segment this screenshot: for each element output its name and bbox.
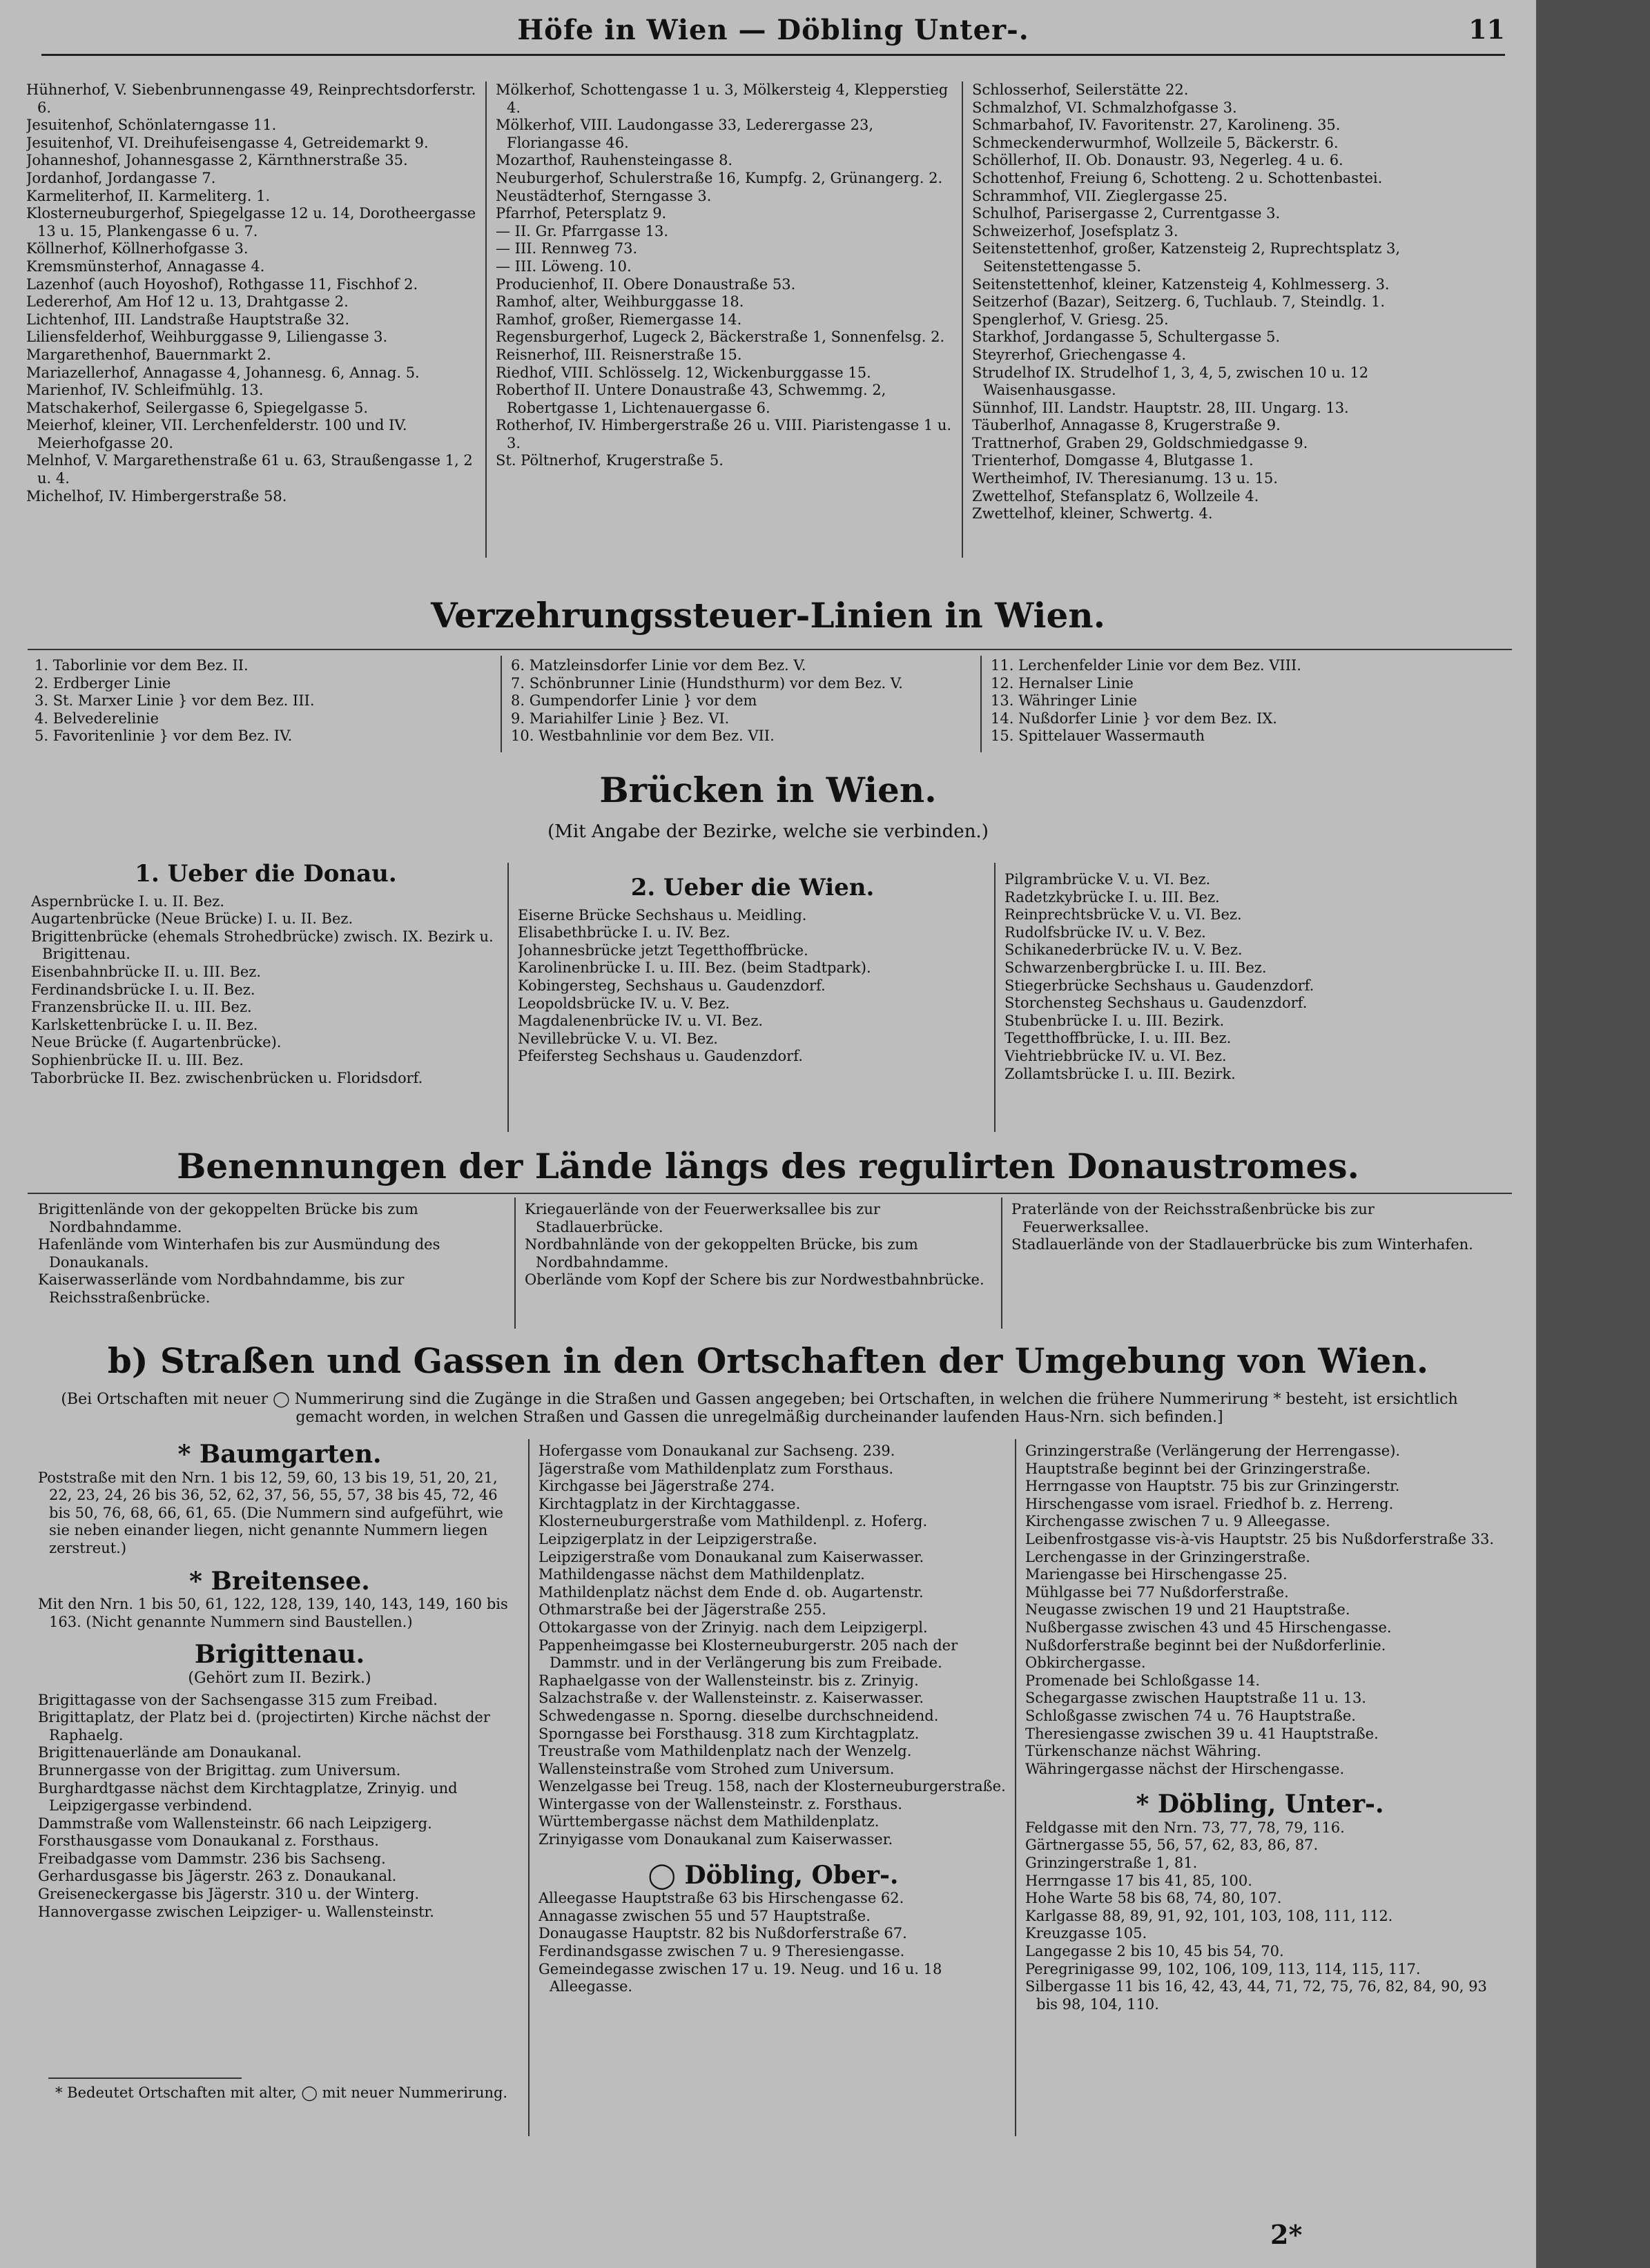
list-item: Langegasse 2 bis 10, 45 bis 54, 70. xyxy=(1025,1943,1284,1960)
list-item: Hafenlände vom Winterhafen bis zur Ausmündung des Donaukanals. xyxy=(38,1236,440,1271)
list-item: Spenglerhof, V. Griesg. 25. xyxy=(972,311,1169,328)
list-item: Schikanederbrücke IV. u. V. Bez. xyxy=(1004,941,1243,959)
list-item: Elisabethbrücke I. u. IV. Bez. xyxy=(518,924,730,941)
list-item: Mühlgasse bei 77 Nußdorferstraße. xyxy=(1025,1583,1289,1601)
bruecken-column-2 xyxy=(518,877,987,1139)
strassen-note: (Bei Ortschaften mit neuer ◯ Nummerirung sind die Zugänge in die Straßen und Gassen angegeben; bei Ortschaften, in welchen die frühere Nummerirung * besteht, ist ersichtlich gemacht worden, in welchen Straßen und Gassen die unregelmäßig durcheinander laufenden Haus-Nrn. sich befinden.] xyxy=(61,1391,1458,1426)
laende-column-2 xyxy=(525,1201,994,1332)
list-item: Mozarthof, Rauhensteingasse 8. xyxy=(496,152,733,169)
column-divider xyxy=(1015,1439,1016,2136)
list-item: 1. Taborlinie vor dem Bez. II. xyxy=(35,657,249,674)
list-item: Hannovergasse zwischen Leipziger- u. Wallensteinstr. xyxy=(38,1903,434,1920)
list-item: 6. Matzleinsdorfer Linie vor dem Bez. V. xyxy=(511,657,806,674)
list-item: Schmarbahof, IV. Favoritenstr. 27, Karolineng. 35. xyxy=(972,117,1341,134)
brigittenau-heading: Brigittenau. xyxy=(194,1640,365,1670)
page-header xyxy=(41,10,1505,56)
list-item: Kirchgasse bei Jägerstraße 274. xyxy=(538,1478,775,1495)
list-item: Ottokargasse von der Zrinyig. nach dem Leipzigerpl. xyxy=(538,1619,928,1636)
list-item: Riedhof, VIII. Schlösselg. 12, Wickenburggasse 15. xyxy=(496,364,871,381)
breitensee-heading: * Breitensee. xyxy=(189,1566,370,1596)
list-item: Leipzigerstraße vom Donaukanal zum Kaiserwasser. xyxy=(538,1548,924,1565)
entry-list xyxy=(991,657,1474,745)
entry-list xyxy=(38,1596,521,1631)
section-rule xyxy=(28,649,1512,650)
list-item: Karlgasse 88, 89, 91, 92, 101, 103, 108, 111, 112. xyxy=(1025,1907,1393,1924)
list-item: Silbergasse 11 bis 16, 42, 43, 44, 71, 72, 75, 76, 82, 84, 90, 93 bis 98, 104, 110. xyxy=(1025,1978,1487,2013)
list-item: Mölkerhof, VIII. Laudongasse 33, Lederergasse 23, Floriangasse 46. xyxy=(496,117,874,151)
page-title: Höfe in Wien — Döbling Unter-. xyxy=(517,14,1029,46)
entry-list xyxy=(31,893,501,1088)
list-item: Rudolfsbrücke IV. u. V. Bez. xyxy=(1004,923,1206,941)
list-item: Marienhof, IV. Schleifmühlg. 13. xyxy=(26,382,264,399)
list-item: Schottenhof, Freiung 6, Schotteng. 2 u. Schottenbastei. xyxy=(972,169,1383,186)
list-item: Stadlauerlände von der Stadlauerbrücke bis zum Winterhafen. xyxy=(1011,1236,1473,1253)
list-item: Nußdorferstraße beginnt bei der Nußdorferlinie. xyxy=(1025,1636,1386,1654)
entry-list xyxy=(35,657,490,745)
section-rule xyxy=(28,1193,1512,1194)
list-item: Stiegerbrücke Sechshaus u. Gaudenzdorf. xyxy=(1004,977,1314,994)
laende-column-1 xyxy=(38,1201,507,1332)
signature-mark: 2* xyxy=(1270,2219,1303,2250)
list-item: Alleegasse Hauptstraße 63 bis Hirschengasse 62. xyxy=(538,1890,904,1907)
list-item: Jesuitenhof, VI. Dreihufeisengasse 4, Getreidemarkt 9. xyxy=(26,134,429,151)
list-item: Brigittagasse von der Sachsengasse 315 zum Freibad. xyxy=(38,1691,438,1708)
list-item: Trattnerhof, Graben 29, Goldschmiedgasse 9. xyxy=(972,434,1308,451)
list-item: Mariazellerhof, Annagasse 4, Johannesg. 6, Annag. 5. xyxy=(26,364,420,381)
list-item: Kremsmünsterhof, Annagasse 4. xyxy=(26,257,265,275)
entry-list xyxy=(972,81,1455,523)
list-item: Kriegauerlände von der Feuerwerksallee bis zur Stadlauerbrücke. xyxy=(525,1201,880,1235)
list-item: Sophienbrücke II. u. III. Bez. xyxy=(31,1051,244,1068)
list-item: Kaiserwasserlände vom Nordbahndamme, bis zur Reichsstraßenbrücke. xyxy=(38,1271,405,1306)
list-item: Stubenbrücke I. u. III. Bezirk. xyxy=(1004,1012,1225,1029)
list-item: Hühnerhof, V. Siebenbrunnengasse 49, Reinprechtsdorferstr. 6. xyxy=(26,81,476,116)
page-edge-shadow xyxy=(1536,0,1650,2268)
list-item: Schwedengasse n. Sporng. dieselbe durchschneidend. xyxy=(538,1707,939,1724)
bruecken-column-3 xyxy=(1004,871,1488,1140)
entry-list xyxy=(511,657,980,745)
bruecken-subtitle: (Mit Angabe der Bezirke, welche sie verbinden.) xyxy=(547,821,989,842)
entry-list xyxy=(1025,1819,1495,2014)
list-item: Poststraße mit den Nrn. 1 bis 12, 59, 60, 13 bis 19, 51, 20, 21, 22, 23, 24, 26 bis 36, 52, 62, 37, 56, 55, 57, 38 bis 45, 72, 46 bis 50, 76, 68, 66, 61, 65. (Die Nummern sind aufgeführt, wie sie neben einander liegen, nicht genannte Nummern liegen zerstreut.) xyxy=(38,1469,503,1556)
list-item: Greiseneckergasse bis Jägerstr. 310 u. der Winterg. xyxy=(38,1886,420,1903)
list-item: Nordbahnlände von der gekoppelten Brücke, bis zum Nordbahndamme. xyxy=(525,1236,918,1271)
list-item: Lichtenhof, III. Landstraße Hauptstraße 32. xyxy=(26,311,349,328)
list-item: Klosterneuburgerhof, Spiegelgasse 12 u. 14, Dorotheergasse 13 u. 15, Plankengasse 6 u. 7. xyxy=(26,205,476,239)
column-divider xyxy=(1001,1197,1002,1329)
brigittenau-subheading: (Gehört zum II. Bezirk.) xyxy=(188,1669,371,1687)
list-item: Margarethenhof, Bauernmarkt 2. xyxy=(26,346,271,363)
list-item: Schegargasse zwischen Hauptstraße 11 u. 13. xyxy=(1025,1690,1366,1707)
doebling-ober-heading: ◯ Döbling, Ober-. xyxy=(648,1860,899,1890)
list-item: Pfeifersteg Sechshaus u. Gaudenzdorf. xyxy=(518,1048,803,1065)
entry-list xyxy=(1011,1201,1488,1254)
list-item: Reinprechtsbrücke V. u. VI. Bez. xyxy=(1004,906,1242,923)
list-item: Mathildengasse nächst dem Mathildenplatz. xyxy=(538,1566,865,1583)
list-item: Ledererhof, Am Hof 12 u. 13, Drahtgasse 2. xyxy=(26,293,349,311)
list-item: Reisnerhof, III. Reisnerstraße 15. xyxy=(496,346,742,363)
list-item: Michelhof, IV. Himbergerstraße 58. xyxy=(26,487,287,505)
list-item: Neue Brücke (f. Augartenbrücke). xyxy=(31,1034,282,1051)
column-divider xyxy=(514,1197,516,1329)
list-item: 3. St. Marxer Linie } vor dem Bez. III. xyxy=(35,692,315,710)
list-item: Sporngasse bei Forsthausg. 318 zum Kirchtagplatz. xyxy=(538,1725,920,1742)
bruecken-donau-heading: 1. Ueber die Donau. xyxy=(135,863,397,888)
list-item: Schmeckenderwurmhof, Wollzeile 5, Bäckerstr. 6. xyxy=(972,134,1339,151)
list-item: 11. Lerchenfelder Linie vor dem Bez. VIII. xyxy=(991,657,1301,674)
bruecken-wien-heading: 2. Ueber die Wien. xyxy=(630,877,875,901)
strassen-column-2 xyxy=(538,1443,1008,2133)
list-item: Trienterhof, Domgasse 4, Blutgasse 1. xyxy=(972,452,1254,469)
list-item: Württembergasse nächst dem Mathildenplatz. xyxy=(538,1813,880,1830)
laende-column-3 xyxy=(1011,1201,1488,1332)
entry-list xyxy=(38,1692,521,1922)
list-item: 14. Nußdorfer Linie } vor dem Bez. IX. xyxy=(991,710,1277,727)
list-item: Leopoldsbrücke IV. u. V. Bez. xyxy=(518,995,730,1012)
list-item: Leipzigerplatz in der Leipzigerstraße. xyxy=(538,1530,817,1547)
list-item: Pilgrambrücke V. u. VI. Bez. xyxy=(1004,871,1211,888)
list-item: Schlosserhof, Seilerstätte 22. xyxy=(972,81,1189,98)
list-item: Johanneshof, Johannesgasse 2, Kärnthnerstraße 35. xyxy=(26,152,408,169)
strassen-column-3 xyxy=(1025,1443,1495,2167)
linien-title: Verzehrungssteuer-Linien in Wien. xyxy=(430,595,1106,636)
baumgarten-heading: * Baumgarten. xyxy=(177,1440,382,1469)
list-item: Gärtnergasse 55, 56, 57, 62, 83, 86, 87. xyxy=(1025,1837,1319,1854)
list-item: 2. Erdberger Linie xyxy=(35,674,171,692)
list-item: Eisenbahnbrücke II. u. III. Bez. xyxy=(31,963,262,980)
entry-list xyxy=(496,81,958,470)
bruecken-title: Brücken in Wien. xyxy=(599,770,937,810)
list-item: Promenade bei Schloßgasse 14. xyxy=(1025,1672,1261,1689)
list-item: 4. Belvederelinie xyxy=(35,710,159,727)
list-item: Brigittenbrücke (ehemals Strohedbrücke) zwisch. IX. Bezirk u. Brigittenau. xyxy=(31,928,494,963)
list-item: Viehtriebbrücke IV. u. VI. Bez. xyxy=(1004,1047,1227,1064)
list-item: Salzachstraße v. der Wallensteinstr. z. Kaiserwasser. xyxy=(538,1690,924,1707)
list-item: Augartenbrücke (Neue Brücke) I. u. II. Bez. xyxy=(31,910,353,928)
list-item: Neuburgerhof, Schulerstraße 16, Kumpfg. 2, Grünangerg. 2. xyxy=(496,169,943,186)
list-item: Ferdinandsgasse zwischen 7 u. 9 Theresiengasse. xyxy=(538,1943,905,1960)
list-item: Starkhof, Jordangasse 5, Schultergasse 5. xyxy=(972,329,1281,346)
list-item: Seitzerhof (Bazar), Seitzerg. 6, Tuchlaub. 7, Steindlg. 1. xyxy=(972,293,1385,311)
entry-list xyxy=(38,1469,521,1558)
list-item: Grinzingerstraße 1, 81. xyxy=(1025,1855,1198,1872)
list-item: Mölkerhof, Schottengasse 1 u. 3, Mölkersteig 4, Klepperstieg 4. xyxy=(496,81,949,116)
list-item: Karmeliterhof, II. Karmeliterg. 1. xyxy=(26,187,271,204)
entry-list xyxy=(1004,871,1488,1083)
list-item: Kirchtagplatz in der Kirchtaggasse. xyxy=(538,1495,801,1512)
list-item: Franzensbrücke II. u. III. Bez. xyxy=(31,999,252,1016)
column-divider xyxy=(501,656,502,752)
bruecken-column-1 xyxy=(31,863,501,1139)
list-item: Lerchengasse in der Grinzingerstraße. xyxy=(1025,1548,1310,1565)
list-item: Regensburgerhof, Lugeck 2, Bäckerstraße 1, Sonnenfelsg. 2. xyxy=(496,329,945,346)
list-item: Ferdinandsbrücke I. u. II. Bez. xyxy=(31,981,255,998)
list-item: Hohe Warte 58 bis 68, 74, 80, 107. xyxy=(1025,1890,1282,1907)
list-item: Zwettelhof, kleiner, Schwertg. 4. xyxy=(972,505,1213,522)
list-item: Jägerstraße vom Mathildenplatz zum Forsthaus. xyxy=(538,1460,894,1477)
list-item: Steyrerhof, Griechengasse 4. xyxy=(972,346,1187,363)
list-item: Dammstraße vom Wallensteinstr. 66 nach Leipzigerg. xyxy=(38,1815,432,1832)
list-item: Seitenstettenhof, großer, Katzensteig 2, Ruprechtsplatz 3, Seitenstettengasse 5. xyxy=(972,240,1401,275)
list-item: Mathildenplatz nächst dem Ende d. ob. Augartenstr. xyxy=(538,1583,924,1601)
list-item: Wintergasse von der Wallensteinstr. z. Forsthaus. xyxy=(538,1795,902,1812)
list-item: Hirschengasse vom israel. Friedhof b. z. Herreng. xyxy=(1025,1495,1394,1512)
list-item: Lazenhof (auch Hoyoshof), Rothgasse 11, Fischhof 2. xyxy=(26,275,418,293)
list-item: Karolinenbrücke I. u. III. Bez. (beim Stadtpark). xyxy=(518,959,871,977)
linien-column-1 xyxy=(35,657,490,754)
list-item: Neustädterhof, Sterngasse 3. xyxy=(496,187,712,204)
list-item: Aspernbrücke I. u. II. Bez. xyxy=(31,892,225,910)
list-item: Mariengasse bei Hirschengasse 25. xyxy=(1025,1566,1288,1583)
list-item: Treustraße vom Mathildenplatz nach der Wenzelg. xyxy=(538,1743,912,1760)
column-divider xyxy=(485,81,487,558)
entry-list xyxy=(26,81,482,505)
list-item: Magdalenenbrücke IV. u. VI. Bez. xyxy=(518,1013,764,1030)
list-item: Nevillebrücke V. u. VI. Bez. xyxy=(518,1030,718,1047)
list-item: Klosterneuburgerstraße vom Mathildenpl. z. Hoferg. xyxy=(538,1513,928,1530)
hoefe-column-3 xyxy=(972,81,1455,565)
list-item: Tegetthoffbrücke, I. u. III. Bez. xyxy=(1004,1030,1232,1047)
list-item: Melnhof, V. Margarethenstraße 61 u. 63, Straußengasse 1, 2 u. 4. xyxy=(26,452,473,487)
list-item: Mit den Nrn. 1 bis 50, 61, 122, 128, 139, 140, 143, 149, 160 bis 163. (Nicht genannte Nummern sind Baustellen.) xyxy=(38,1596,508,1630)
column-divider xyxy=(507,863,509,1132)
list-item: 8. Gumpendorfer Linie } vor dem xyxy=(511,692,757,710)
list-item: Eiserne Brücke Sechshaus u. Meidling. xyxy=(518,906,807,923)
list-item: Praterlände von der Reichsstraßenbrücke bis zur Feuerwerksallee. xyxy=(1011,1201,1375,1235)
entry-list xyxy=(38,1201,507,1307)
list-item: Seitenstettenhof, kleiner, Katzensteig 4, Kohlmesserg. 3. xyxy=(972,275,1390,293)
list-item: Obkirchergasse. xyxy=(1025,1654,1146,1672)
list-item: Köllnerhof, Köllnerhofgasse 3. xyxy=(26,240,249,257)
list-item: Donaugasse Hauptstr. 82 bis Nußdorferstraße 67. xyxy=(538,1925,907,1942)
list-item: Pappenheimgasse bei Klosterneuburgerstr. 205 nach der Dammstr. und in der Verlängerung bis zum Freibade. xyxy=(538,1636,958,1672)
list-item: Kreuzgasse 105. xyxy=(1025,1925,1147,1942)
list-item: Producienhof, II. Obere Donaustraße 53. xyxy=(496,275,796,293)
list-item: 12. Hernalser Linie xyxy=(991,674,1134,692)
list-item: Oberlände vom Kopf der Schere bis zur Nordwestbahnbrücke. xyxy=(525,1271,984,1289)
list-item: Brunnergasse von der Brigittag. zum Universum. xyxy=(38,1761,401,1779)
list-item: Schloßgasse zwischen 74 u. 76 Hauptstraße. xyxy=(1025,1707,1356,1724)
entry-list xyxy=(1025,1443,1495,1778)
list-item: Liliensfelderhof, Weihburggasse 9, Liliengasse 3. xyxy=(26,329,388,346)
list-item: Annagasse zwischen 55 und 57 Hauptstraße. xyxy=(538,1907,871,1924)
list-item: Täuberlhof, Annagasse 8, Krugerstraße 9. xyxy=(972,417,1281,434)
list-item: Othmarstraße bei der Jägerstraße 255. xyxy=(538,1601,826,1619)
list-item: Sünnhof, III. Landstr. Hauptstr. 28, III. Ungarg. 13. xyxy=(972,399,1349,416)
list-item: Meierhof, kleiner, VII. Lerchenfelderstr. 100 und IV. Meierhofgasse 20. xyxy=(26,417,407,451)
list-item: Ramhof, alter, Weihburggasse 18. xyxy=(496,293,744,311)
list-item: Burghardtgasse nächst dem Kirchtagplatze, Zrinyig. und Leipzigergasse verbindend. xyxy=(38,1779,458,1815)
list-item: 10. Westbahnlinie vor dem Bez. VII. xyxy=(511,727,775,745)
list-item: Schulhof, Parisergasse 2, Currentgasse 3. xyxy=(972,205,1281,222)
list-item: — II. Gr. Pfarrgasse 13. xyxy=(496,222,668,239)
entry-list xyxy=(518,907,987,1066)
list-item: Rotherhof, IV. Himbergerstraße 26 u. VIII. Piaristengasse 1 u. 3. xyxy=(496,417,952,451)
list-item: Schweizerhof, Josefsplatz 3. xyxy=(972,222,1178,239)
list-item: Brigittenauerlände am Donaukanal. xyxy=(38,1744,302,1761)
hoefe-column-2 xyxy=(496,81,958,565)
list-item: — III. Rennweg 73. xyxy=(496,240,638,257)
list-item: Neugasse zwischen 19 und 21 Hauptstraße. xyxy=(1025,1601,1350,1619)
list-item: Strudelhof IX. Strudelhof 1, 3, 4, 5, zwischen 10 u. 12 Waisenhausgasse. xyxy=(972,364,1369,399)
list-item: Nußbergasse zwischen 43 und 45 Hirschengasse. xyxy=(1025,1619,1392,1636)
list-item: 9. Mariahilfer Linie } Bez. VI. xyxy=(511,710,730,727)
list-item: Forsthausgasse vom Donaukanal z. Forsthaus. xyxy=(38,1832,379,1850)
hoefe-column-1 xyxy=(26,81,482,565)
list-item: Herrngasse von Hauptstr. 75 bis zur Grinzingerstr. xyxy=(1025,1478,1400,1495)
list-item: Radetzkybrücke I. u. III. Bez. xyxy=(1004,888,1220,906)
list-item: Schöllerhof, II. Ob. Donaustr. 93, Negerleg. 4 u. 6. xyxy=(972,152,1343,169)
list-item: Zrinyigasse vom Donaukanal zum Kaiserwasser. xyxy=(538,1831,893,1848)
list-item: Schwarzenbergbrücke I. u. III. Bez. xyxy=(1004,959,1267,976)
list-item: Feldgasse mit den Nrn. 73, 77, 78, 79, 116. xyxy=(1025,1819,1345,1836)
list-item: Grinzingerstraße (Verlängerung der Herrengasse). xyxy=(1025,1443,1401,1459)
entry-list xyxy=(525,1201,994,1289)
linien-column-2 xyxy=(511,657,980,754)
list-item: Jesuitenhof, Schönlaterngasse 11. xyxy=(26,117,277,134)
list-item: Zollamtsbrücke I. u. III. Bezirk. xyxy=(1004,1065,1236,1082)
list-item: Matschakerhof, Seilergasse 6, Spiegelgasse 5. xyxy=(26,399,369,416)
list-item: Schmalzhof, VI. Schmalzhofgasse 3. xyxy=(972,99,1237,116)
list-item: Türkenschanze nächst Währing. xyxy=(1025,1743,1261,1760)
list-item: 15. Spittelauer Wassermauth xyxy=(991,727,1205,745)
list-item: Peregrinigasse 99, 102, 106, 109, 113, 114, 115, 117. xyxy=(1025,1960,1421,1977)
list-item: Raphaelgasse von der Wallensteinstr. bis z. Zrinyig. xyxy=(538,1672,919,1689)
list-item: Schrammhof, VII. Zieglergasse 25. xyxy=(972,187,1228,204)
footnote-rule xyxy=(48,2078,242,2079)
list-item: Leibenfrostgasse vis-à-vis Hauptstr. 25 bis Nußdorferstraße 33. xyxy=(1025,1530,1495,1547)
strassen-title: b) Straßen und Gassen in den Ortschaften der Umgebung von Wien. xyxy=(107,1340,1429,1381)
list-item: — III. Löweng. 10. xyxy=(496,257,632,275)
entry-list xyxy=(538,1890,1008,1996)
list-item: Pfarrhof, Petersplatz 9. xyxy=(496,205,667,222)
list-item: Roberthof II. Untere Donaustraße 43, Schwemmg. 2, Robertgasse 1, Lichtenauergasse 6. xyxy=(496,382,886,416)
list-item: Gerhardusgasse bis Jägerstr. 263 z. Donaukanal. xyxy=(38,1868,397,1885)
list-item: Theresiengasse zwischen 39 u. 41 Hauptstraße. xyxy=(1025,1725,1379,1742)
list-item: Kirchengasse zwischen 7 u. 9 Alleegasse. xyxy=(1025,1513,1330,1530)
list-item: Johannesbrücke jetzt Tegetthoffbrücke. xyxy=(518,941,808,959)
page-number: 11 xyxy=(1468,14,1505,45)
list-item: Taborbrücke II. Bez. zwischenbrücken u. Floridsdorf. xyxy=(31,1069,423,1086)
column-divider xyxy=(994,863,996,1132)
list-item: Ramhof, großer, Riemergasse 14. xyxy=(496,311,742,328)
list-item: Kobingersteg, Sechshaus u. Gaudenzdorf. xyxy=(518,977,826,994)
list-item: Brigittenlände von der gekoppelten Brücke bis zum Nordbahndamme. xyxy=(38,1201,418,1235)
list-item: Wenzelgasse bei Treug. 158, nach der Klosterneuburgerstraße. xyxy=(538,1778,1006,1795)
list-item: Jordanhof, Jordangasse 7. xyxy=(26,169,216,186)
strassen-column-1 xyxy=(38,1439,521,2129)
list-item: Wallensteinstraße vom Strohed zum Universum. xyxy=(538,1760,895,1777)
list-item: Zwettelhof, Stefansplatz 6, Wollzeile 4. xyxy=(972,487,1259,505)
footnote: * Bedeutet Ortschaften mit alter, ◯ mit neuer Nummerirung. xyxy=(55,2084,508,2101)
list-item: Herrngasse 17 bis 41, 85, 100. xyxy=(1025,1872,1252,1889)
list-item: Storchensteg Sechshaus u. Gaudenzdorf. xyxy=(1004,995,1308,1012)
list-item: Hauptstraße beginnt bei der Grinzingerstraße. xyxy=(1025,1460,1371,1477)
list-item: Freibadgasse vom Dammstr. 236 bis Sachseng. xyxy=(38,1850,386,1867)
list-item: St. Pöltnerhof, Krugerstraße 5. xyxy=(496,452,724,469)
column-divider xyxy=(528,1439,530,2136)
linien-column-3 xyxy=(991,657,1474,754)
entry-list xyxy=(538,1443,1008,1849)
list-item: 5. Favoritenlinie } vor dem Bez. IV. xyxy=(35,727,293,745)
list-item: Brigittaplatz, der Platz bei d. (projectirten) Kirche nächst der Raphaelg. xyxy=(38,1709,490,1743)
list-item: Währingergasse nächst der Hirschengasse. xyxy=(1025,1760,1345,1777)
laende-title: Benennungen der Lände längs des regulirten Donaustromes. xyxy=(177,1146,1359,1186)
column-divider xyxy=(962,81,963,558)
list-item: Wertheimhof, IV. Theresianumg. 13 u. 15. xyxy=(972,470,1278,487)
column-divider xyxy=(980,656,982,752)
doebling-unter-heading: * Döbling, Unter-. xyxy=(1136,1790,1384,1819)
list-item: Gemeindegasse zwischen 17 u. 19. Neug. und 16 u. 18 Alleegasse. xyxy=(538,1960,942,1995)
list-item: Hofergasse vom Donaukanal zur Sachseng. 239. xyxy=(538,1443,895,1459)
list-item: Karlskettenbrücke I. u. II. Bez. xyxy=(31,1016,258,1033)
list-item: 7. Schönbrunner Linie (Hundsthurm) vor dem Bez. V. xyxy=(511,674,903,692)
list-item: 13. Währinger Linie xyxy=(991,692,1138,710)
